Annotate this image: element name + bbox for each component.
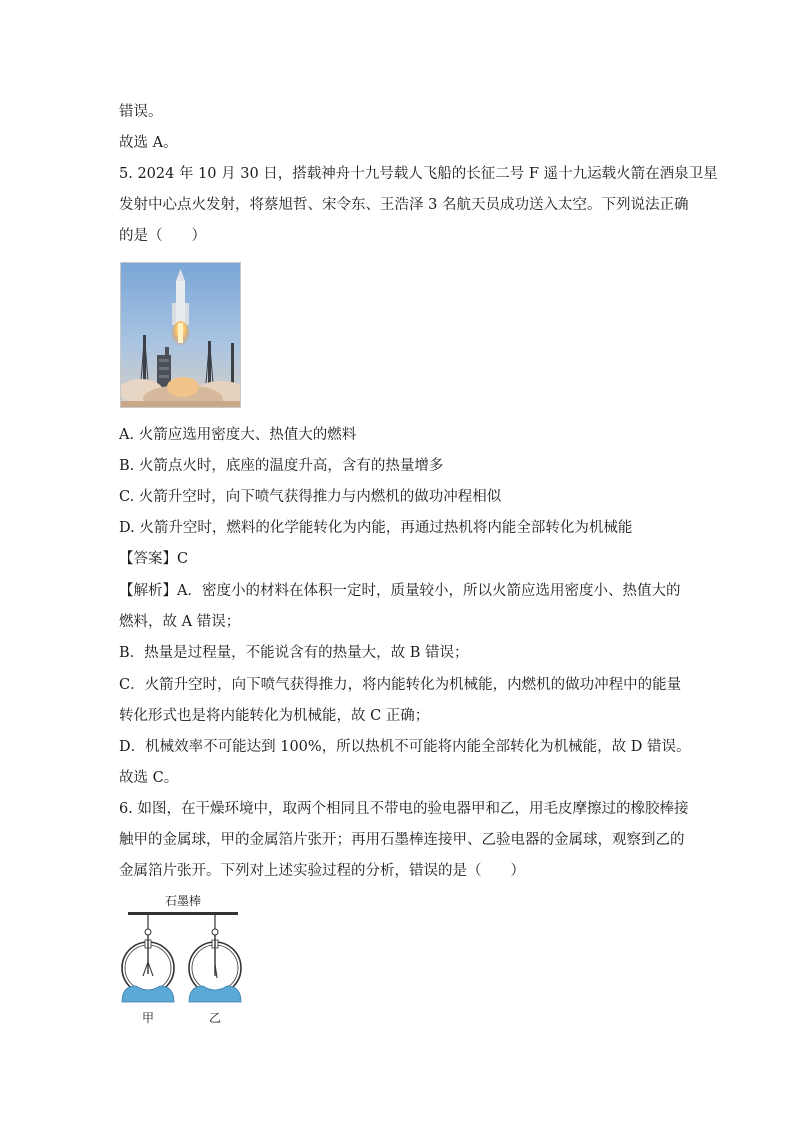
rocket-launch-photo <box>120 262 241 408</box>
q5-option-b: B. 火箭点火时，底座的温度升高，含有的热量增多 <box>119 458 444 474</box>
q5-option-a: A. 火箭应选用密度大、热值大的燃料 <box>119 427 357 443</box>
q5-answer: 【答案】C <box>119 551 189 567</box>
q5-analysis-line-3: B．热量是过程量，不能说含有的热量大，故 B 错误； <box>119 645 469 661</box>
q5-analysis-line-4: C．火箭升空时，向下喷气获得推力，将内能转化为机械能，内燃机的做功冲程中的能量 <box>119 677 682 693</box>
q5-analysis-line-5: 转化形式也是将内能转化为机械能，故 C 正确； <box>119 708 430 724</box>
graphite-rod-label: 石墨棒 <box>164 894 202 908</box>
q5-analysis-line-6: D．机械效率不可能达到 100%，所以热机不可能将内能全部转化为机械能，故 D 错误。 <box>119 739 691 755</box>
q6-stem-line-2: 触甲的金属球，甲的金属箔片张开；再用石墨棒连接甲、乙验电器的金属球，观察到乙的 <box>119 832 685 848</box>
q5-stem-line-1: 5. 2024 年 10 月 30 日，搭载神舟十九号载人飞船的长征二号 F 遥十九运载火箭在酒泉卫星 <box>119 166 718 182</box>
q5-stem-line-2: 发射中心点火发射，将蔡旭哲、宋令东、王浩泽 3 名航天员成功送入太空。下列说法正确 <box>119 197 689 213</box>
q5-option-c: C. 火箭升空时，向下喷气获得推力与内燃机的做功冲程相似 <box>119 489 502 505</box>
q6-stem-line-3: 金属箔片张开。下列对上述实验过程的分析，错误的是（ ） <box>119 863 525 879</box>
q5-conclusion: 故选 C。 <box>119 770 179 786</box>
electroscope-right-label: 乙 <box>208 1011 222 1025</box>
electroscope-diagram <box>118 890 248 1026</box>
q6-stem-line-1: 6. 如图，在干燥环境中，取两个相同且不带电的验电器甲和乙，用毛皮摩擦过的橡胶棒接 <box>119 801 689 817</box>
q5-analysis-line-1: 【解析】A．密度小的材料在体积一定时，质量较小，所以火箭应选用密度小、热值大的 <box>119 583 681 599</box>
prev-text-line: 错误。 <box>119 104 163 120</box>
electroscope-left <box>122 915 174 1002</box>
q5-option-d: D. 火箭升空时，燃料的化学能转化为内能，再通过热机将内能全部转化为机械能 <box>119 520 633 536</box>
electroscope-right <box>189 915 241 1002</box>
electroscope-left-label: 甲 <box>141 1011 155 1025</box>
q5-stem-line-3: 的是（ ） <box>119 228 206 244</box>
prev-conclusion: 故选 A。 <box>119 135 178 151</box>
graphite-rod <box>128 912 238 915</box>
q5-analysis-line-2: 燃料，故 A 错误； <box>119 614 241 630</box>
